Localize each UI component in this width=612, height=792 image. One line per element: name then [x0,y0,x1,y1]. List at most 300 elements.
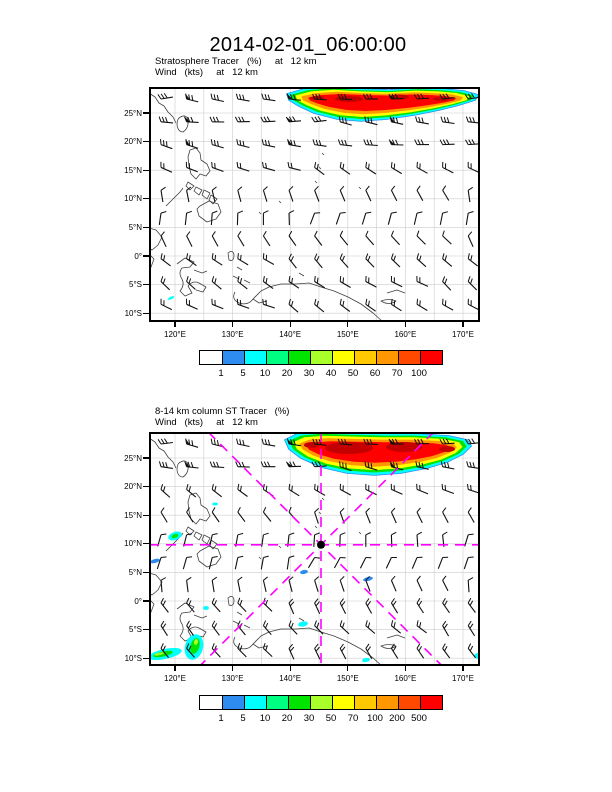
wind-barb-staff [263,259,274,265]
wind-barb-tick [161,139,162,145]
wind-barb-tick [340,276,341,282]
coastline [315,526,317,528]
wind-barb-tick [468,276,470,281]
wind-barb-staff [417,304,427,310]
wind-barb-staff [443,282,451,291]
wind-barb-tick [417,212,422,213]
wind-barb-tick [214,439,215,444]
colorbar-cell [332,351,354,364]
wind-barb-tick [340,620,342,625]
wind-barb-tick [445,485,446,491]
wind-barb-staff [468,648,475,657]
wind-barb-staff [315,259,323,268]
colorbar-cell [354,351,376,364]
y-axis-label: 25°N [124,108,142,118]
y-axis-tick [143,112,149,113]
wind-barb-tick [238,577,242,580]
coastline [279,546,281,548]
wind-barb-staff [161,512,167,522]
wind-barb-tick [161,598,164,603]
y-axis-tick [143,227,149,228]
coastline [177,116,188,132]
wind-barb-tick [215,255,216,260]
wind-barb-tick [340,508,344,512]
wind-barb-staff [161,489,170,497]
wind-barb-tick [263,507,265,512]
wind-barb-tick [415,140,417,145]
wind-barb-staff [161,626,168,636]
coastline [194,615,207,618]
wind-barb-tick [417,186,420,191]
wind-barb-tick [217,440,218,445]
wind-barb-tick [443,276,445,281]
wind-barb-staff [161,236,166,247]
wind-barb-tick [263,231,266,236]
wind-barb-tick [238,507,241,512]
wind-barb-staff [289,190,293,201]
wind-barb-staff [366,282,377,288]
colorbar-bottom [199,695,443,710]
x-axis-label: 150°E [336,330,359,339]
wind-barb-tick [263,211,268,213]
colorbar-cell [288,696,310,709]
map-canvas-bottom [149,432,480,666]
wind-barb-tick [237,439,238,444]
wind-barb-tick [418,140,420,145]
wind-barb-staff [238,236,244,246]
wind-barb-tick [266,278,267,283]
wind-barb-tick [212,534,217,535]
y-axis-tick [143,600,149,601]
wind-barb-staff [212,626,219,636]
coastline [322,498,324,500]
y-axis-label: 5°N [128,567,142,577]
x-axis-label: 150°E [336,674,359,683]
wind-barb-tick [468,212,473,214]
wind-barb-staff [212,236,218,247]
wind-barb-tick [342,602,345,606]
wind-barb-tick [444,601,447,606]
wind-barb-staff [468,626,474,636]
wind-barb-staff [315,489,325,495]
wind-barb-tick [315,231,318,236]
wind-barb-staff [417,282,428,287]
x-axis-tick [462,322,463,327]
wind-barb-tick [443,212,448,213]
wind-barb-tick [472,439,475,444]
wind-barb-tick [215,278,216,283]
wind-barb-staff [238,167,249,171]
wind-barb-tick [240,140,241,145]
wind-barb-staff [366,190,371,201]
wind-barb-tick [212,276,213,281]
wind-barb-staff [391,603,397,613]
wind-barb-tick [391,231,393,236]
wind-barb-tick [443,644,446,649]
wind-barb-tick [443,532,448,535]
y-axis-label: 5°N [128,222,142,232]
x-axis-tick [174,322,175,327]
wind-barb-tick [263,556,268,557]
wind-barb-tick [242,117,244,122]
wind-barb-tick [366,186,370,190]
wind-barb-staff [468,190,470,202]
coastline [234,628,382,666]
wind-barb-tick [161,508,164,512]
wind-barb-tick [263,621,265,626]
wind-barb-tick [239,117,241,122]
wind-barb-tick [366,162,367,167]
wind-barb-staff [238,190,241,202]
wind-barb-tick [213,117,215,122]
coastline [259,557,261,559]
wind-barb-staff [314,535,315,547]
wind-barb-staff [391,167,401,173]
wind-barb-tick [443,140,446,145]
wind-barb-tick [262,439,263,444]
wind-barb-tick [264,462,266,467]
wind-barb-tick [417,508,421,512]
wind-barb-staff [443,304,454,310]
wind-barb-tick [163,624,166,629]
colorbar-label: 30 [303,713,315,724]
wind-barb-tick [366,508,370,512]
wind-barb-tick [237,162,238,167]
wind-barb-tick [263,577,267,580]
y-axis-label: 0° [134,596,142,606]
wind-barb-tick [161,276,163,281]
wind-barb-tick [292,486,293,491]
wind-barb-tick [338,139,340,144]
wind-barb-staff [238,580,240,592]
wind-barb-staff [315,167,325,174]
wind-barb-tick [166,462,168,467]
colorbar-label: 20 [281,368,293,379]
wind-barb-tick [187,577,192,580]
wind-barb-tick [161,253,162,258]
wind-barb-staff [443,489,454,493]
wind-barb-tick [443,186,446,191]
wind-barb-staff [187,236,192,247]
wind-barb-tick [159,117,161,122]
wind-barb-tick [417,644,420,649]
wind-barb-tick [443,576,446,580]
tracer-patch [203,606,209,610]
wind-barb-tick [192,440,193,446]
wind-barb-staff [417,489,428,493]
wind-barb-tick [238,484,239,489]
wind-barb-tick [468,598,471,603]
wind-barb-tick [391,532,396,535]
wind-barb-tick [468,508,471,512]
wind-barb-tick [212,187,216,190]
wind-barb-staff [366,259,374,268]
wind-barb-staff [212,580,214,592]
wind-barb-tick [161,212,166,214]
wind-barb-staff [159,213,161,225]
wind-barb-tick [263,299,264,304]
wind-barb-tick [443,508,446,512]
colorbar-label: 10 [259,713,271,724]
coastline [194,532,202,540]
wind-barb-tick [217,462,219,467]
wind-barb-tick [466,117,468,122]
map-frame [150,88,479,321]
wind-barb-staff [211,213,212,225]
wind-barb-staff [417,580,422,591]
wind-barb-tick [263,276,264,281]
wind-barb-tick [291,163,292,168]
wind-barb-tick [471,279,473,284]
wind-barb-tick [238,211,243,213]
wind-barb-tick [211,94,212,99]
wind-barb-staff [391,580,396,591]
wind-barb-tick [267,117,270,122]
wind-barb-tick [467,461,469,466]
coastline [381,300,396,304]
wind-barb-tick [237,299,238,305]
coastline [194,187,202,195]
wind-barb-tick [214,623,217,628]
wind-barb-staff [440,213,442,225]
x-axis-label: 120°E [164,674,186,683]
wind-barb-tick [419,256,421,261]
wind-barb-tick [289,556,294,558]
y-axis-tick [143,170,149,171]
wind-barb-tick [263,643,265,648]
coastline [177,258,206,296]
release-point-dot [317,541,325,549]
wind-barb-tick [393,601,396,606]
colorbar-label: 100 [367,713,383,724]
wind-barb-staff [417,535,418,547]
colorbar-cell [222,696,244,709]
wind-barb-tick [288,162,289,167]
wind-barb-tick [343,623,345,628]
wind-barb-tick [238,187,242,191]
wind-barb-staff [263,190,267,201]
wind-barb-tick [445,646,448,651]
wind-barb-staff [468,512,474,522]
wind-barb-staff [315,236,322,246]
wind-barb-tick [366,644,369,649]
wind-barb-tick [268,95,270,100]
wind-barb-tick [312,117,315,122]
wind-barb-tick [162,117,164,122]
wind-barb-tick [468,557,474,558]
wind-barb-tick [235,117,237,122]
wind-barb-staff [391,304,401,310]
coastline [186,182,194,190]
wind-barb-tick [417,299,418,305]
colorbar-cell [266,696,288,709]
wind-barb-tick [187,534,192,535]
wind-barb-tick [212,211,217,213]
wind-barb-staff [238,282,248,289]
wind-barb-staff [417,259,426,267]
wind-barb-tick [188,624,191,629]
wind-barb-tick [340,576,344,580]
wind-barb-tick [364,140,366,145]
wind-barb-staff [417,512,422,523]
wind-barb-tick [343,164,344,169]
wind-barb-tick [164,439,167,444]
wind-barb-staff [391,512,396,523]
wind-barb-tick [417,231,419,236]
wind-barb-tick [443,598,446,603]
wind-barb-tick [443,231,445,236]
wind-barb-tick [268,462,270,467]
y-axis-label: 5°S [129,625,142,635]
wind-barb-tick [471,485,472,491]
wind-barb-tick [440,140,443,145]
wind-barb-staff [315,512,319,523]
colorbar-label: 20 [281,713,293,724]
wind-barb-tick [317,486,318,492]
wind-barb-staff [183,558,186,570]
wind-barb-tick [367,140,369,145]
wind-barb-tick [417,576,421,580]
wind-barb-tick [318,116,321,121]
wind-barb-staff [386,558,391,569]
panel-top-subtitle-2: Wind (kts) at 12 km [155,67,258,78]
x-axis-label: 160°E [394,330,417,339]
wind-barb-tick [240,300,241,306]
wind-barb-tick [315,117,318,122]
wind-barb-staff [417,236,426,245]
wind-barb-tick [187,598,189,603]
wind-barb-tick [366,620,368,625]
panel-top-subtitle-1: Stratosphere Tracer (%) at 12 km [155,56,317,67]
wind-barb-tick [419,601,422,606]
wind-barb-tick [161,557,167,558]
coastline [234,283,382,321]
wind-barb-tick [368,301,369,306]
wind-barb-tick [290,647,294,651]
wind-barb-staff [417,603,424,613]
colorbar-cell [244,351,266,364]
wind-barb-tick [315,508,319,512]
wind-barb-tick [315,484,316,490]
y-axis-label: 20°N [124,482,142,492]
wind-barb-tick [416,117,417,122]
wind-barb-tick [289,276,290,281]
panel-bottom-subtitle-1: 8-14 km column ST Tracer (%) [155,406,290,417]
y-axis-label: 10°N [124,539,142,549]
wind-barb-tick [315,644,319,648]
wind-barb-staff [340,580,344,591]
wind-barb-tick [212,507,215,512]
wind-barb-tick [266,623,268,628]
wind-barb-tick [161,232,165,236]
wind-barb-staff [212,304,223,308]
wind-barb-tick [443,253,444,258]
wind-barb-staff [238,259,248,265]
y-axis-label: 15°N [124,510,142,520]
y-axis-label: 10°N [124,194,142,204]
wind-barb-staff [438,558,442,569]
wind-barb-tick [470,601,473,606]
wind-barb-tick [266,300,267,306]
colorbar-cell [398,351,420,364]
map-canvas-top [149,87,480,322]
y-axis-tick [143,515,149,516]
wind-barb-staff [263,603,272,611]
wind-barb-staff [468,304,479,309]
wind-barb-staff [161,259,171,266]
wind-barb-tick [191,117,193,122]
x-axis-tick [232,322,233,327]
colorbar-label: 1 [218,368,224,379]
wind-barb-tick [468,621,471,626]
wind-barb-tick [316,140,318,145]
coastline [359,187,361,189]
wind-barb-staff [289,489,299,495]
wind-barb-tick [238,253,239,259]
wind-barb-tick [345,140,347,145]
wind-barb-tick [315,621,317,626]
x-axis-tick [290,322,291,327]
wind-barb-tick [468,534,473,535]
wind-barb-staff [238,489,248,496]
wind-barb-staff [443,259,452,267]
coastline [387,635,405,638]
x-axis-label: 140°E [279,330,302,339]
wind-barb-staff [412,558,417,569]
wind-barb-tick [262,94,264,99]
wind-barb-staff [391,282,402,287]
wind-barb-tick [340,644,343,648]
figure-title: 2014-02-01_06:00:00 [209,34,407,56]
wind-barb-tick [368,623,370,628]
wind-barb-staff [238,512,245,522]
wind-barb-tick [421,140,423,145]
wind-barb-tick [469,140,472,145]
y-axis-label: 10°S [124,653,142,663]
colorbar-label: 200 [389,713,405,724]
wind-barb-tick [315,299,316,304]
wind-barb-tick [268,440,269,445]
wind-barb-tick [192,95,193,100]
wind-barb-tick [211,139,212,144]
wind-barb-staff [366,236,374,245]
wind-barb-tick [291,623,293,628]
x-axis-tick [347,666,348,671]
y-axis-tick [143,572,149,573]
colorbar-label: 70 [347,713,359,724]
wind-barb-tick [238,556,243,557]
wind-barb-tick [293,117,296,122]
coastline [202,190,210,199]
wind-barb-tick [366,299,367,304]
colorbar-cell [288,351,310,364]
wind-barb-tick [343,278,344,284]
wind-barb-tick [317,164,318,169]
wind-barb-tick [164,140,165,146]
wind-barb-tick [340,213,346,214]
wind-barb-tick [240,278,241,283]
wind-barb-tick [371,463,372,469]
wind-barb-staff [388,213,391,225]
coastline [202,535,210,544]
wind-barb-tick [396,118,397,123]
wind-barb-tick [161,94,164,99]
colorbar-label: 70 [391,368,403,379]
wind-barb-tick [340,461,341,467]
colorbar-cell [420,351,442,364]
wind-barb-tick [212,598,214,603]
x-axis-tick [232,666,233,671]
